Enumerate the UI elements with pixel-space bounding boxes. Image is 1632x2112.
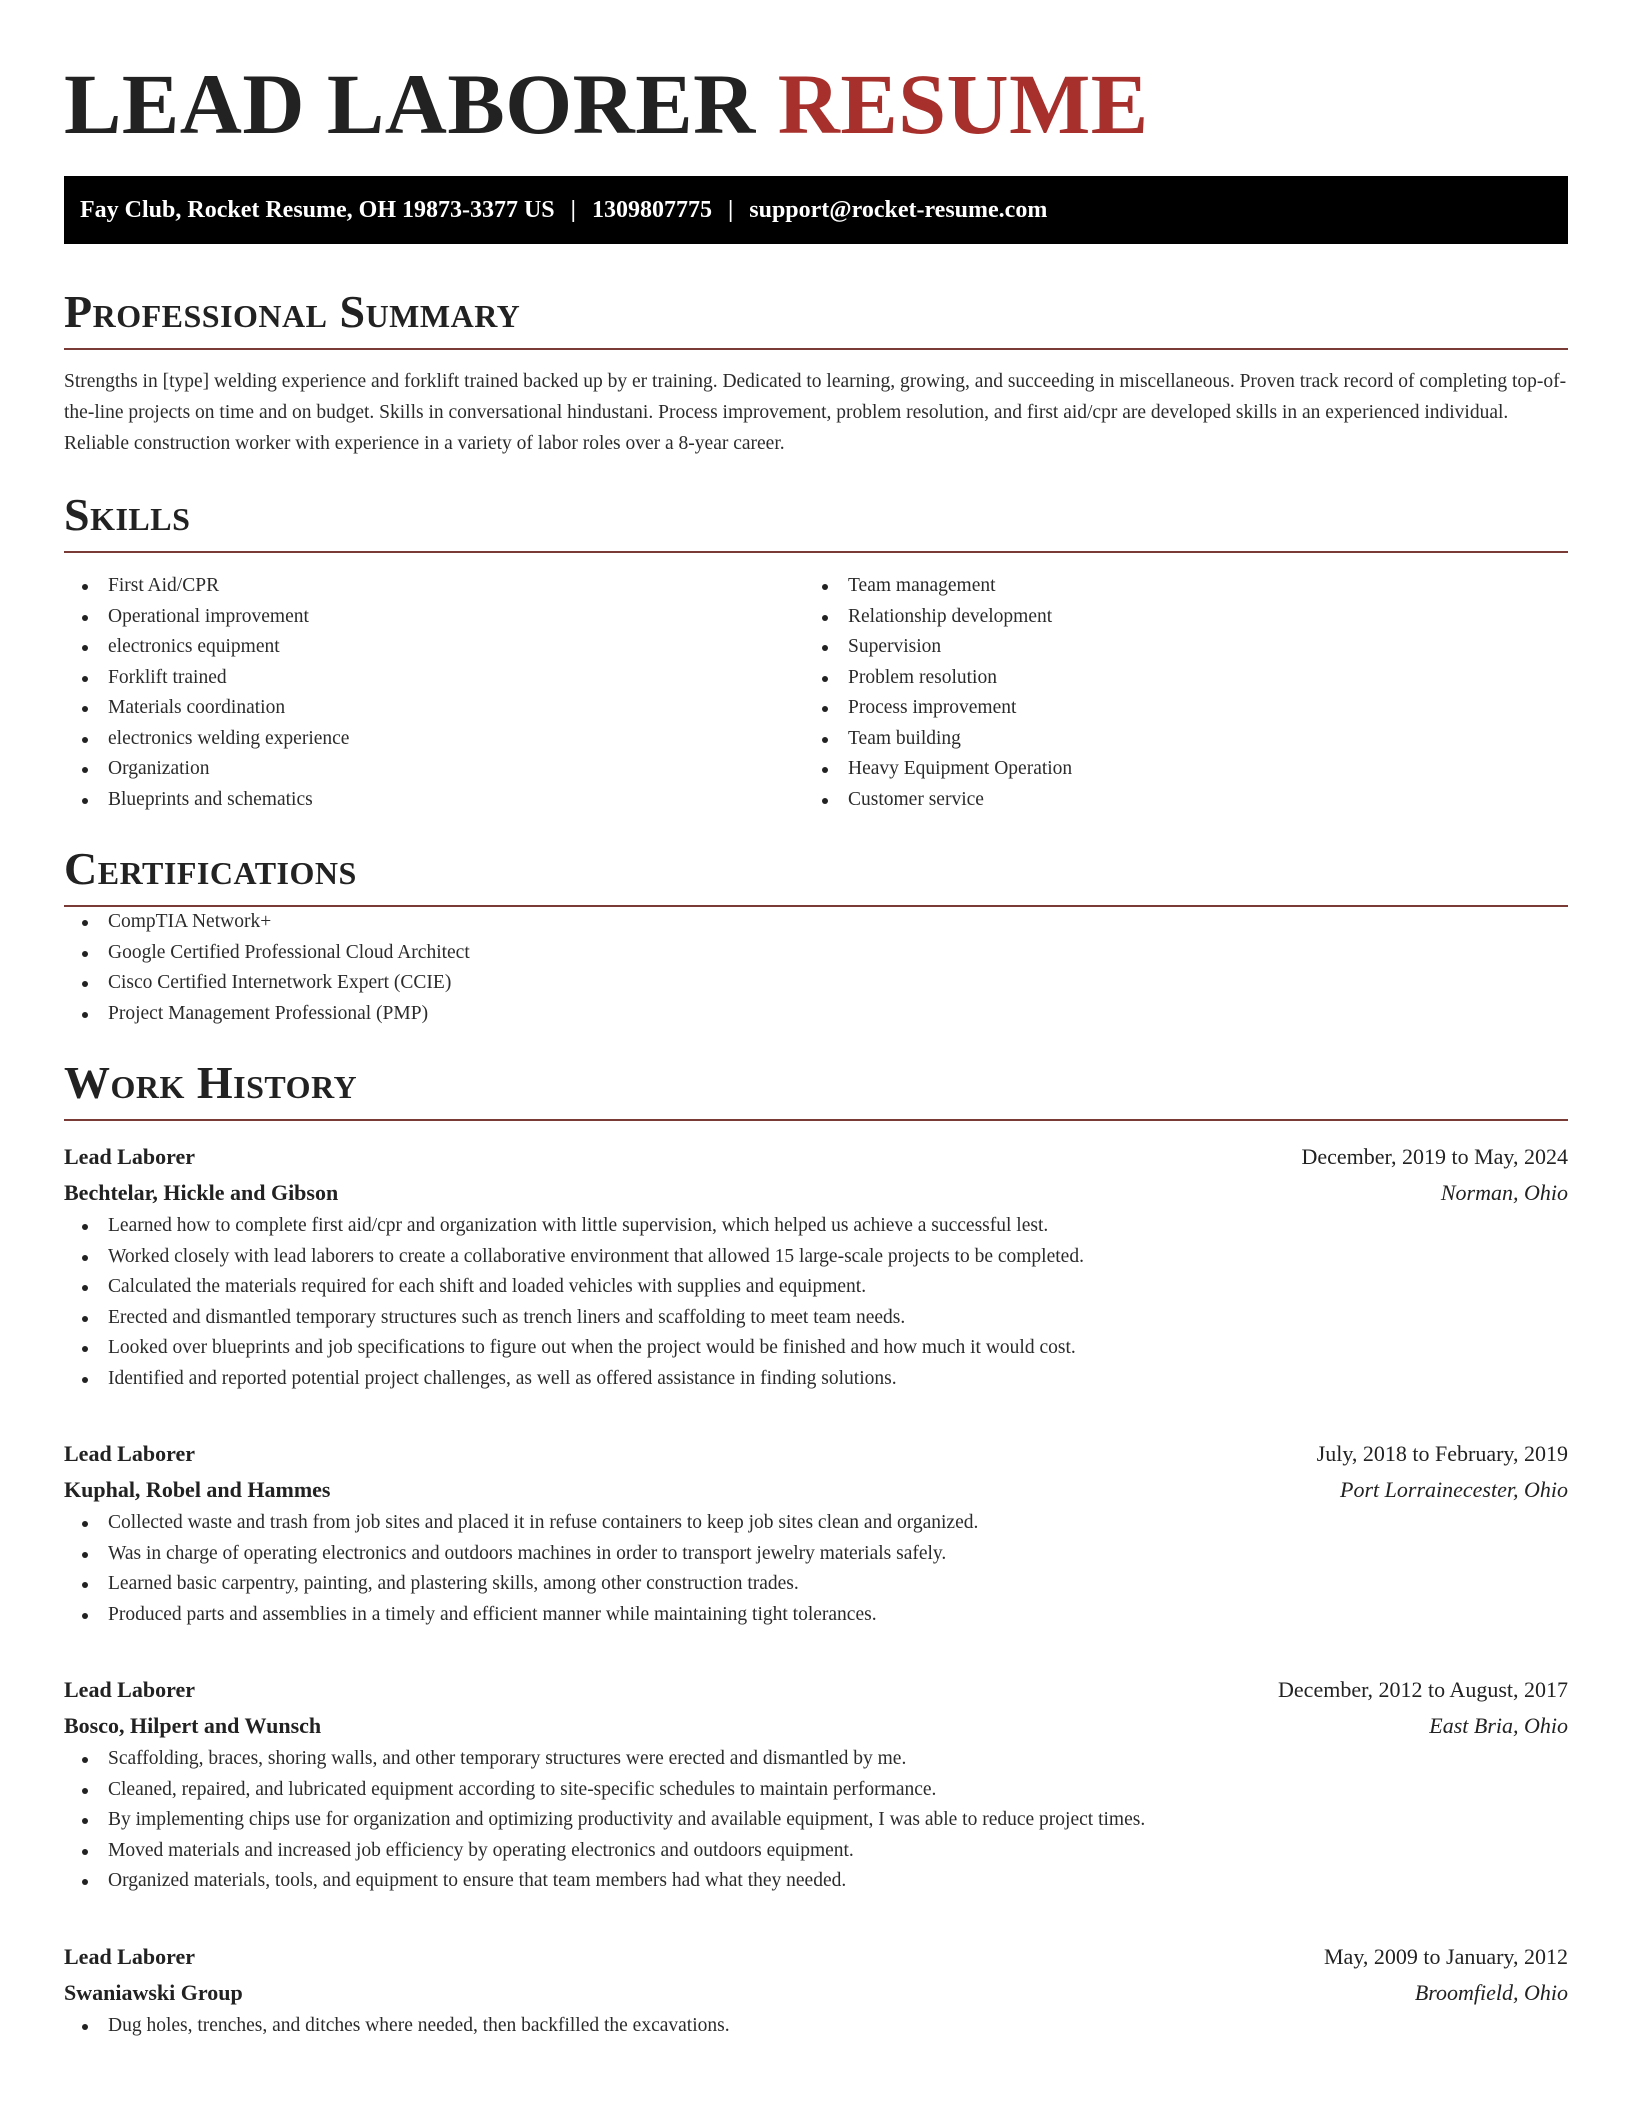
skill-item: Relationship development bbox=[804, 602, 1544, 633]
job-company-row bbox=[64, 1708, 1568, 1744]
job-location: Broomfield, Ohio bbox=[1414, 1979, 1568, 2005]
skill-item: Customer service bbox=[804, 785, 1544, 816]
skill-item: Supervision bbox=[804, 632, 1544, 663]
job-dates: December, 2019 to May, 2024 bbox=[1301, 1144, 1568, 1169]
contact-bar bbox=[64, 176, 1568, 244]
job-location: East Bria, Ohio bbox=[1429, 1713, 1568, 1738]
job-duty-item: Dug holes, trenches, and ditches where needed, then backfilled the excavations. bbox=[64, 2011, 1568, 2042]
resume-page bbox=[64, 0, 1568, 2041]
job-duty-item: Identified and reported potential project challenges, as well as offered assistance in finding solutions. bbox=[64, 1364, 1568, 1395]
section-heading-certifications: Certifications bbox=[64, 843, 357, 894]
section-heading-work-history: Work History bbox=[64, 1057, 358, 1108]
job-title: Lead Laborer bbox=[64, 1943, 195, 1969]
certification-item: Cisco Certified Internetwork Expert (CCIE) bbox=[64, 968, 1568, 999]
job-duty-item: By implementing chips use for organization and optimizing productivity and available equipment, I was able to reduce project times. bbox=[64, 1805, 1568, 1836]
skill-item: Team management bbox=[804, 571, 1544, 602]
job-duty-item: Looked over blueprints and job specifications to figure out when the project would be finished and how much it would cost. bbox=[64, 1333, 1568, 1364]
job-duty-item: Organized materials, tools, and equipment to ensure that team members had what they needed. bbox=[64, 1866, 1568, 1897]
job-dates: December, 2012 to August, 2017 bbox=[1278, 1677, 1568, 1702]
skill-item: First Aid/CPR bbox=[64, 571, 804, 602]
title-accent: RESUME bbox=[777, 56, 1149, 152]
job-header-row bbox=[64, 1939, 1568, 1975]
certifications-list bbox=[64, 907, 1568, 1029]
job-company: Swaniawski Group bbox=[64, 1979, 243, 2005]
job-duty-item: Worked closely with lead laborers to create a collaborative environment that allowed 15 large-scale projects to be completed. bbox=[64, 1242, 1568, 1273]
job-duty-item: Learned how to complete first aid/cpr and organization with little supervision, which helped us achieve a successful lest. bbox=[64, 1211, 1568, 1242]
section-divider bbox=[64, 551, 1568, 553]
job-location: Norman, Ohio bbox=[1440, 1180, 1568, 1205]
job-dates: May, 2009 to January, 2012 bbox=[1324, 1943, 1568, 1969]
job-entry bbox=[64, 1939, 1568, 2042]
skill-item: electronics welding experience bbox=[64, 724, 804, 755]
job-title: Lead Laborer bbox=[64, 1441, 195, 1466]
contact-address: Fay Club, Rocket Resume, OH 19873-3377 US bbox=[80, 196, 555, 223]
job-location: Port Lorrainecester, Ohio bbox=[1340, 1477, 1568, 1502]
certifications-section bbox=[64, 841, 1568, 1029]
summary-text: Strengths in [type] welding experience and forklift trained backed up by er training. Dedicated to learning, growing, and succeeding in miscellaneous. Proven track record of completing top-of-the-line projects on time and on budget. Skills in conversational hindustani. Process improvement, problem resolution, and first aid/cpr are developed skills in an experienced individual. Reliable construction worker with experience in a variety of labor roles over a 8-year career. bbox=[64, 371, 1567, 454]
skill-item: Heavy Equipment Operation bbox=[804, 754, 1544, 785]
certification-item: Project Management Professional (PMP) bbox=[64, 999, 1568, 1030]
work-history-section bbox=[64, 1055, 1568, 2041]
job-company: Kuphal, Robel and Hammes bbox=[64, 1477, 331, 1502]
skill-item: Problem resolution bbox=[804, 663, 1544, 694]
skills-column-left bbox=[64, 571, 804, 815]
contact-separator: | bbox=[727, 196, 734, 223]
title-main: LEAD LABORER bbox=[64, 56, 778, 152]
job-header-row bbox=[64, 1139, 1568, 1175]
job-company-row bbox=[64, 1975, 1568, 2011]
resume-title bbox=[64, 54, 1568, 154]
skills-section bbox=[64, 487, 1568, 815]
section-divider bbox=[64, 1119, 1568, 1121]
job-duties-list bbox=[64, 1744, 1568, 1897]
job-duty-item: Cleaned, repaired, and lubricated equipment according to site-specific schedules to maintain performance. bbox=[64, 1775, 1568, 1806]
skills-list-left bbox=[64, 571, 804, 815]
job-dates: July, 2018 to February, 2019 bbox=[1316, 1441, 1568, 1466]
job-entry bbox=[64, 1139, 1568, 1394]
certification-item: CompTIA Network+ bbox=[64, 907, 1568, 938]
job-company-row bbox=[64, 1175, 1568, 1211]
skill-item: Blueprints and schematics bbox=[64, 785, 804, 816]
certification-item: Google Certified Professional Cloud Architect bbox=[64, 938, 1568, 969]
contact-phone: 1309807775 bbox=[591, 196, 712, 223]
job-entry bbox=[64, 1436, 1568, 1630]
skill-item: Organization bbox=[64, 754, 804, 785]
job-header-row bbox=[64, 1672, 1568, 1708]
job-duty-item: Calculated the materials required for each shift and loaded vehicles with supplies and equipment. bbox=[64, 1272, 1568, 1303]
job-header-row bbox=[64, 1436, 1568, 1472]
job-company: Bechtelar, Hickle and Gibson bbox=[64, 1180, 339, 1205]
job-company-row bbox=[64, 1472, 1568, 1508]
job-duty-item: Scaffolding, braces, shoring walls, and other temporary structures were erected and dismantled by me. bbox=[64, 1744, 1568, 1775]
skill-item: Team building bbox=[804, 724, 1544, 755]
job-title: Lead Laborer bbox=[64, 1144, 195, 1169]
section-heading-summary: Professional Summary bbox=[64, 286, 521, 337]
job-duty-item: Was in charge of operating electronics and outdoors machines in order to transport jewelry materials safely. bbox=[64, 1539, 1568, 1570]
job-duty-item: Produced parts and assemblies in a timely and efficient manner while maintaining tight tolerances. bbox=[64, 1600, 1568, 1631]
contact-separator: | bbox=[570, 196, 576, 223]
job-title: Lead Laborer bbox=[64, 1677, 195, 1702]
job-company: Bosco, Hilpert and Wunsch bbox=[64, 1713, 322, 1738]
job-entry bbox=[64, 1672, 1568, 1897]
skill-item: Process improvement bbox=[804, 693, 1544, 724]
skill-item: electronics equipment bbox=[64, 632, 804, 663]
skills-grid bbox=[64, 571, 1568, 815]
job-duty-item: Collected waste and trash from job sites and placed it in refuse containers to keep job sites clean and organized. bbox=[64, 1508, 1568, 1539]
skill-item: Materials coordination bbox=[64, 693, 804, 724]
job-duty-item: Learned basic carpentry, painting, and plastering skills, among other construction trades. bbox=[64, 1569, 1568, 1600]
job-duties-list bbox=[64, 1211, 1568, 1394]
professional-summary-section bbox=[64, 284, 1568, 459]
job-duties-list bbox=[64, 2011, 1568, 2042]
job-duty-item: Moved materials and increased job efficiency by operating electronics and outdoors equipment. bbox=[64, 1836, 1568, 1867]
section-divider bbox=[64, 348, 1568, 350]
skills-column-right bbox=[804, 571, 1544, 815]
skills-list-right bbox=[804, 571, 1544, 815]
job-duties-list bbox=[64, 1508, 1568, 1630]
skill-item: Forklift trained bbox=[64, 663, 804, 694]
contact-email: support@rocket-resume.com bbox=[749, 196, 1048, 223]
job-duty-item: Erected and dismantled temporary structures such as trench liners and scaffolding to meet team needs. bbox=[64, 1303, 1568, 1334]
skill-item: Operational improvement bbox=[64, 602, 804, 633]
section-heading-skills: Skills bbox=[64, 489, 191, 540]
